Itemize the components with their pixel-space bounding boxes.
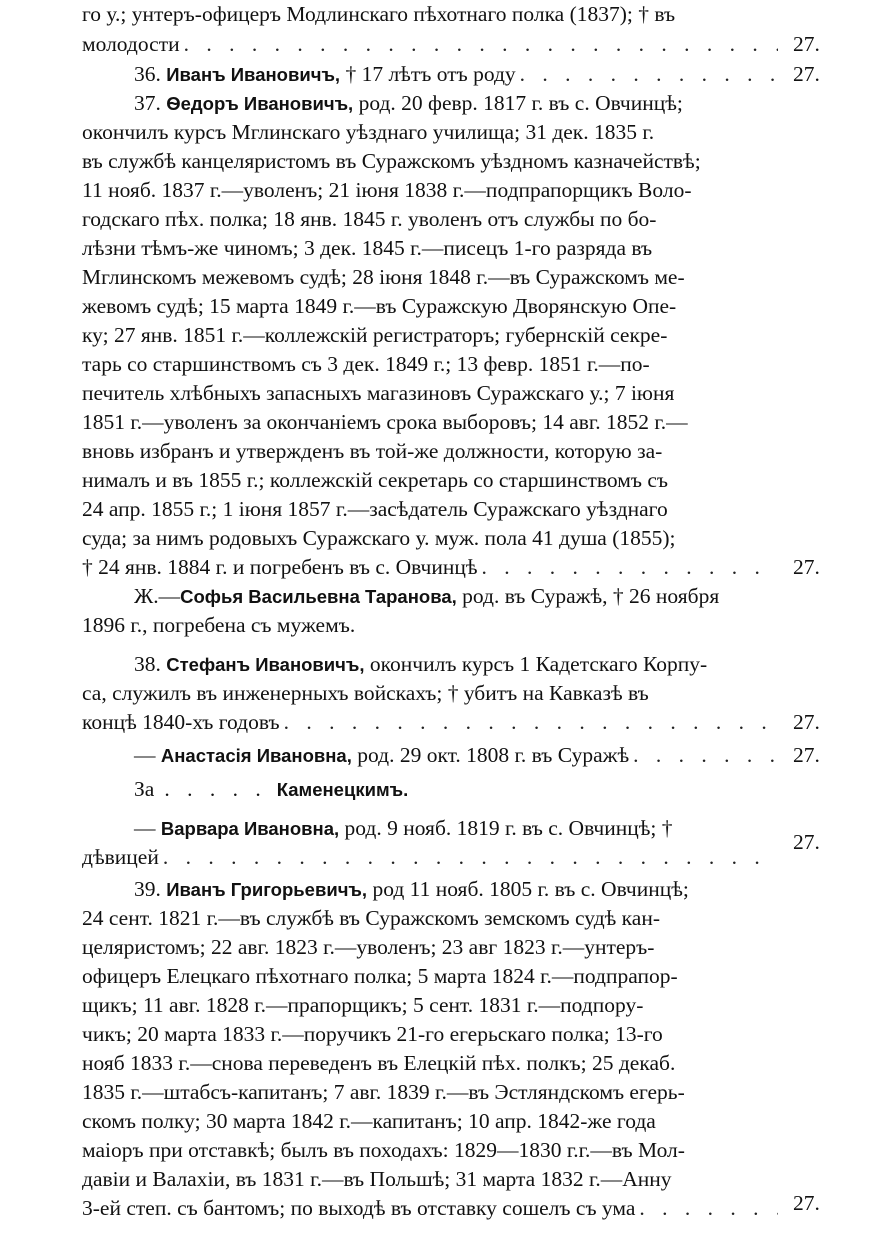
text-line: 1896 г., погребена съ мужемъ. [82,613,356,637]
person-name: Софья Васильевна Таранова, [180,586,457,607]
text-line: го у.; унтеръ-офицеръ Модлинскаго пѣхотнаго полка (1837); † въ [82,2,676,26]
dot-leader [482,553,778,582]
text-line: годскаго пѣх. полка; 18 янв. 1845 г. уволенъ отъ службы по бо- [82,207,657,231]
text-line: целяристомъ; 22 авг. 1823 г.—уволенъ; 23 авг 1823 г.—унтеръ- [82,935,655,959]
person-name: Иванъ Григорьевичъ, [166,879,368,900]
entry-number: 36. [134,62,161,86]
text-line: маіоръ при отставкѣ; былъ въ походахъ: 1829—1830 г.г.—въ Мол- [82,1138,685,1162]
text-line: нималъ и въ 1855 г.; коллежскій секретарь со старшинствомъ съ [82,468,669,492]
text-line: ку; 27 янв. 1851 г.—коллежскій регистраторъ; губернскій секре- [82,323,668,347]
text-line: лѣзни тѣмъ-же чиномъ; 3 дек. 1845 г.—писецъ 1-го разряда въ [82,236,653,260]
text-line: са, служилъ въ инженерныхъ войскахъ; † убитъ на Кавказѣ въ [82,681,649,705]
text-line: жевомъ судѣ; 15 марта 1849 г.—въ Суражскую Дворянскую Опе- [82,294,677,318]
page-reference: 27. [793,830,820,854]
text-line: дѣвицей . . . [82,843,782,872]
text-line: вновь избранъ и утвержденъ въ той-же должности, которую за- [82,439,663,463]
entry-38: 38. Стефанъ Ивановичъ, окончилъ курсъ 1 Кадетскаго Корпу- [82,650,782,679]
text-line: 24 сент. 1821 г.—въ службѣ въ Суражскомъ земскомъ судѣ кан- [82,906,661,930]
text-line: тарь со старшинствомъ съ 3 дек. 1849 г.; 13 февр. 1851 г.—по- [82,352,650,376]
entry-anastasia: — Анастасія Ивановна, род. 29 окт. 1808 г. въ Суражѣ . . . [82,741,782,770]
entry-varvara: — Варвара Ивановна, род. 9 нояб. 1819 г. въ с. Овчинцѣ; † [82,814,782,843]
dot-leader [163,843,778,872]
page-reference: 27. [793,743,820,767]
text-line: Мглинскомъ межевомъ судѣ; 28 іюня 1848 г.—въ Суражскомъ ме- [82,265,685,289]
entry-number: 38. [134,652,161,676]
text-line: 3-ей степ. съ бантомъ; по выходѣ въ отставку сошелъ съ ума . . . [82,1194,782,1223]
page-reference: 27. [793,710,820,734]
page-reference: 27. [793,62,820,86]
person-name: Иванъ Ивановичъ, [166,64,341,85]
text-line: молодости . . . [82,30,782,59]
text-line: печитель хлѣбныхъ запасныхъ магазиновъ Суражскаго у.; 7 іюня [82,381,675,405]
text-line: въ службѣ канцеляристомъ въ Суражскомъ уѣздномъ казначействѣ; [82,149,701,173]
dot-leader [184,30,778,59]
entry-36: 36. Иванъ Ивановичъ, † 17 лѣтъ отъ роду . . . [82,60,782,89]
text-line: 1835 г.—штабсъ-капитанъ; 7 авг. 1839 г.—въ Эстляндскомъ егерь- [82,1080,685,1104]
text-line: давіи и Валахіи, въ 1831 г.—въ Польшѣ; 31 марта 1832 г.—Анну [82,1167,672,1191]
text-line: концѣ 1840-хъ годовъ . . . [82,708,782,737]
text-line: 24 апр. 1855 г.; 1 іюня 1857 г.—засѣдатель Суражскаго уѣзднаго [82,497,668,521]
dot-leader: . . . . . [164,777,267,801]
text-line: суда; за нимъ родовыхъ Суражскаго у. муж. пола 41 душа (1855); [82,526,676,550]
person-name: Стефанъ Ивановичъ, [166,654,365,675]
person-name: Каменецкимъ. [276,779,409,800]
dot-leader [639,1194,778,1223]
page-reference: 27. [793,32,820,56]
text-line: окончилъ курсъ Мглинскаго уѣзднаго училища; 31 дек. 1835 г. [82,120,655,144]
dot-leader [633,741,778,770]
entry-wife: Ж.— Софья Васильевна Таранова, род. въ Суражѣ, † 26 ноября [82,582,782,611]
page-reference: 27. [793,555,820,579]
entry-number: Ж.— [134,584,181,608]
dot-leader [520,60,778,89]
entry-number: 37. [134,91,161,115]
dot-leader [284,708,778,737]
text-line: † 24 янв. 1884 г. и погребенъ въ с. Овчинцѣ . . . [82,553,782,582]
person-name: Ѳедоръ Ивановичъ, [166,93,354,114]
entry-number: — [134,816,156,840]
page-reference: 27. [793,1191,820,1215]
entry-37: 37. Ѳедоръ Ивановичъ, род. 20 февр. 1817 г. въ с. Овчинцѣ; [82,89,782,118]
text-line: щикъ; 11 авг. 1828 г.—прапорщикъ; 5 сент. 1831 г.—подпору- [82,993,644,1017]
text-line: офицеръ Елецкаго пѣхотнаго полка; 5 марта 1824 г.—подпрапор- [82,964,678,988]
text-line: 11 нояб. 1837 г.—уволенъ; 21 іюня 1838 г.—подпрапорщикъ Воло- [82,178,692,202]
text-line: чикъ; 20 марта 1833 г.—поручикъ 21-го егерьскаго полка; 13-го [82,1022,663,1046]
entry-married-to: За . . . . . Каменецкимъ. [82,775,782,804]
text-line: 1851 г.—уволенъ за окончаніемъ срока выборовъ; 14 авг. 1852 г.— [82,410,688,434]
entry-number: 39. [134,877,161,901]
entry-39: 39. Иванъ Григорьевичъ, род 11 нояб. 1805 г. въ с. Овчинцѣ; [82,875,782,904]
person-name: Варвара Ивановна, [160,818,340,839]
text-line: нояб 1833 г.—снова переведенъ въ Елецкій пѣх. полкъ; 25 декаб. [82,1051,676,1075]
person-name: Анастасія Ивановна, [160,745,352,766]
entry-number: — [134,743,156,767]
text-line: скомъ полку; 30 марта 1842 г.—капитанъ; 10 апр. 1842-же года [82,1109,656,1133]
